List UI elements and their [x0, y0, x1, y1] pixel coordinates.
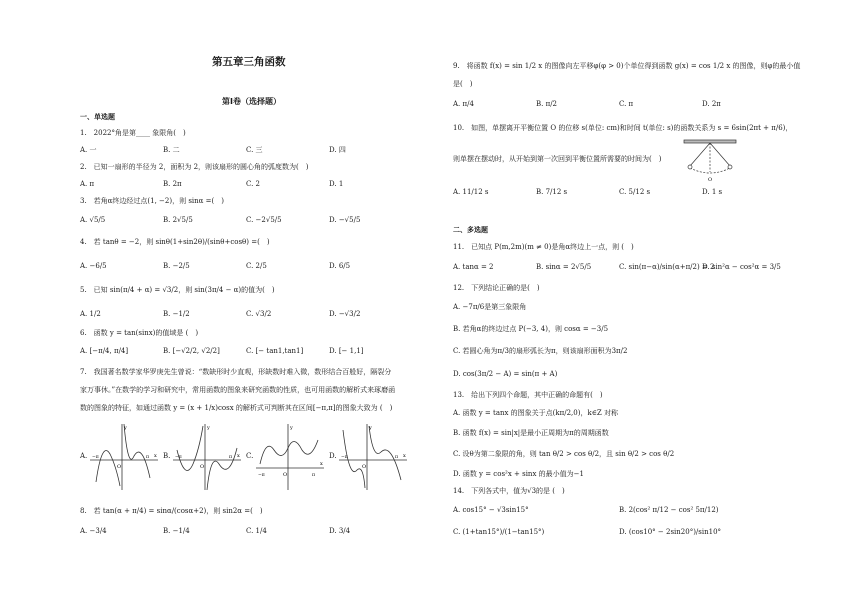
q7-option-d: D.	[329, 452, 337, 460]
q1-stem: 1. 2022°角是第____ 象限角( )	[80, 129, 186, 137]
q6-stem: 6. 函数 y = tan(sinx)的值域是 ( )	[80, 329, 199, 337]
q7d-neg-pi: −π	[341, 455, 348, 460]
q3-option-a: A. √5/5	[80, 216, 106, 224]
q10-option-c: C. 5/12 s	[619, 188, 651, 196]
q11-option-b: B. sinα = 2√5/5	[536, 263, 592, 271]
q14-option-b: B. 2(cos² π/12 − cos² 5π/12)	[619, 506, 719, 514]
q7-graph-b	[171, 420, 243, 492]
q2-option-b: B. 2π	[163, 180, 182, 188]
q12-option-b: B. 若角α的终边过点 P(−3, 4)，则 cosα = −3/5	[453, 325, 609, 333]
q10-option-d: D. 1 s	[702, 188, 723, 196]
q7b-y-label: y	[207, 425, 210, 431]
q3-stem: 3. 若角α终边经过点(1, −2)，则 sinα =( )	[80, 197, 224, 205]
q7-option-b: B.	[163, 452, 171, 460]
q7-option-c: C.	[246, 452, 254, 460]
q5-option-c: C. √3/2	[246, 310, 272, 318]
q8-option-a: A. −3/4	[80, 527, 107, 535]
q7b-origin: O	[200, 464, 205, 470]
q7c-y-label: y	[290, 425, 293, 431]
q7-stem-line2: 家万事休。”在数学的学习和研究中，常用函数的图象来研究函数的性质，也可用函数的解析式来琢磨函	[80, 386, 396, 394]
q14-option-a: A. cos15° − √3sin15°	[453, 506, 529, 514]
q12-option-d: D. cos(3π/2 − A) = sin(π + A)	[453, 370, 558, 378]
q8-option-c: C. 1/4	[246, 527, 267, 535]
q2-option-a: A. π	[80, 180, 95, 188]
q8-option-b: B. −1/4	[163, 527, 190, 535]
page-subtitle: 第I卷（选择题）	[222, 97, 281, 106]
q7-graph-a	[88, 420, 160, 492]
q1-option-d: D. 四	[329, 146, 346, 154]
q7-graph-d	[337, 420, 409, 492]
q7a-y-label: y	[124, 425, 127, 431]
q5-option-a: A. 1/2	[80, 310, 101, 318]
q7d-y-label: y	[369, 425, 372, 431]
q7-graph-c	[254, 420, 326, 492]
q7c-origin: O	[283, 472, 288, 478]
q4-option-d: D. 6/5	[329, 262, 351, 270]
q4-stem: 4. 若 tanθ = −2，则 sinθ(1+sin2θ)/(sinθ+cosθ) =( )	[80, 238, 270, 246]
q7b-x-label: x	[237, 453, 240, 459]
q13-option-a: A. 函数 y = tanx 的图象关于点(kπ/2,0)，k∈Z 对称	[453, 409, 618, 417]
q13-option-b: B. 函数 f(x) = sin|x|是最小正周期为π的周期函数	[453, 429, 609, 437]
q7d-origin: O	[362, 464, 367, 470]
q3-option-d: D. −√5/5	[329, 216, 361, 224]
section-single-choice: 一、单选题	[80, 113, 115, 121]
q7c-x-label: x	[320, 461, 323, 467]
q13-option-c: C. 设θ为第二象限的角，则 tan θ/2 > cos θ/2，且 sin θ/2 > cos θ/2	[453, 450, 675, 458]
q13-stem: 13. 给出下列四个命题，其中正确的命题有( )	[453, 391, 603, 399]
q7-option-a: A.	[80, 452, 88, 460]
q5-stem: 5. 已知 sin(π/4 + α) = √3/2，则 sin(3π/4 − α)的值为( )	[80, 286, 275, 294]
q10-stem-line2: 则单摆在摆动时，从开始到第一次回到平衡位置所需要的时间为( )	[453, 155, 662, 163]
q7d-pi: π	[395, 455, 398, 460]
q8-option-d: D. 3/4	[329, 527, 351, 535]
q3-option-c: C. −2√5/5	[246, 216, 282, 224]
q1-option-c: C. 三	[246, 146, 263, 154]
q2-option-d: D. 1	[329, 180, 344, 188]
q2-option-c: C. 2	[246, 180, 261, 188]
q11-option-d: D. sin²α − cos²α = 3/5	[702, 263, 781, 271]
q9-option-d: D. 2π	[702, 100, 721, 108]
q9-option-b: B. π/2	[536, 100, 558, 108]
q14-option-d: D. (cos10° − 2sin20°)/sin10°	[619, 528, 722, 536]
q7-stem-line1: 7. 我国著名数学家华罗庚先生曾说：“数缺形时少直观，形缺数时难入微，数形结合百般好，隔裂分	[80, 368, 392, 376]
q3-option-b: B. 2√5/5	[163, 216, 193, 224]
q8-stem: 8. 若 tan(α + π/4) = sinα/(cosα+2)，则 sin2α =( )	[80, 507, 263, 515]
q6-option-c: C. [− tan1,tan1]	[246, 347, 304, 355]
q14-stem: 14. 下列各式中，值为√3的是 ( )	[453, 487, 565, 495]
q7d-x-label: x	[403, 453, 406, 459]
q7-stem-line3: 数的图象的特征，如通过函数 y = (x + 1/x)cosx 的解析式可判断其在区间[−π,π]的图象大致为 ( )	[80, 404, 393, 412]
q14-option-c: C. (1+tan15°)/(1−tan15°)	[453, 528, 545, 536]
q11-option-a: A. tanα = 2	[453, 263, 494, 271]
q7b-pi: π	[229, 455, 232, 460]
q5-option-b: B. −1/2	[163, 310, 190, 318]
page-title: 第五章三角函数	[212, 56, 286, 68]
q7c-pi: π	[312, 473, 315, 478]
q11-stem: 11. 已知点 P(m,2m)(m ≠ 0)是角α终边上一点，则 ( )	[453, 243, 634, 251]
q10-option-a: A. 11/12 s	[453, 188, 489, 196]
q9-stem-line1: 9. 将函数 f(x) = sin 1/2 x 的图像向左平移φ(φ > 0)个单位得到函数 g(x) = cos 1/2 x 的图像，则φ的最小值	[453, 62, 801, 70]
q9-stem-line2: 是( )	[453, 80, 473, 88]
q6-option-a: A. [−π/4, π/4]	[80, 347, 129, 355]
q2-stem: 2. 已知一扇形的半径为 2，面积为 2，则该扇形的圆心角的弧度数为( )	[80, 163, 309, 171]
q10-pendulum-figure	[678, 138, 742, 182]
q12-option-a: A. −7π/6是第三象限角	[453, 303, 527, 311]
q6-option-d: D. [− 1,1]	[329, 347, 364, 355]
q7a-origin: O	[117, 464, 122, 470]
q1-option-a: A. 一	[80, 146, 97, 154]
section-multiple-choice: 二、多选题	[453, 226, 488, 234]
q10-option-b: B. 7/12 s	[536, 188, 568, 196]
q11-option-c: C. sin(π−α)/sin(α+π/2) = 2	[619, 263, 715, 271]
q9-option-c: C. π	[619, 100, 634, 108]
q7a-x-label: x	[154, 453, 157, 459]
q4-option-c: C. 2/5	[246, 262, 267, 270]
q12-option-c: C. 若圆心角为π/3的扇形弧长为π，则该扇形面积为3π/2	[453, 347, 628, 355]
q5-option-d: D. −√3/2	[329, 310, 361, 318]
q7a-pi: π	[146, 455, 149, 460]
q6-option-b: B. [−√2/2, √2/2]	[163, 347, 220, 355]
q10-origin-label: O	[708, 177, 713, 182]
q7a-neg-pi: −π	[92, 455, 99, 460]
q7c-neg-pi: −π	[258, 473, 265, 478]
q12-stem: 12. 下列结论正确的是( )	[453, 284, 540, 292]
q10-stem-line1: 10. 如图，单摆离开平衡位置 O 的位移 s(单位: cm)和时间 t(单位: s)的函数关系为 s = 6sin(2πt + π/6)，	[453, 124, 793, 132]
q4-option-b: B. −2/5	[163, 262, 190, 270]
q13-option-d: D. 函数 y = cos²x + sinx 的最小值为−1	[453, 470, 584, 478]
q4-option-a: A. −6/5	[80, 262, 107, 270]
q7b-neg-pi: −π	[175, 455, 182, 460]
q1-option-b: B. 二	[163, 146, 180, 154]
q9-option-a: A. π/4	[453, 100, 474, 108]
